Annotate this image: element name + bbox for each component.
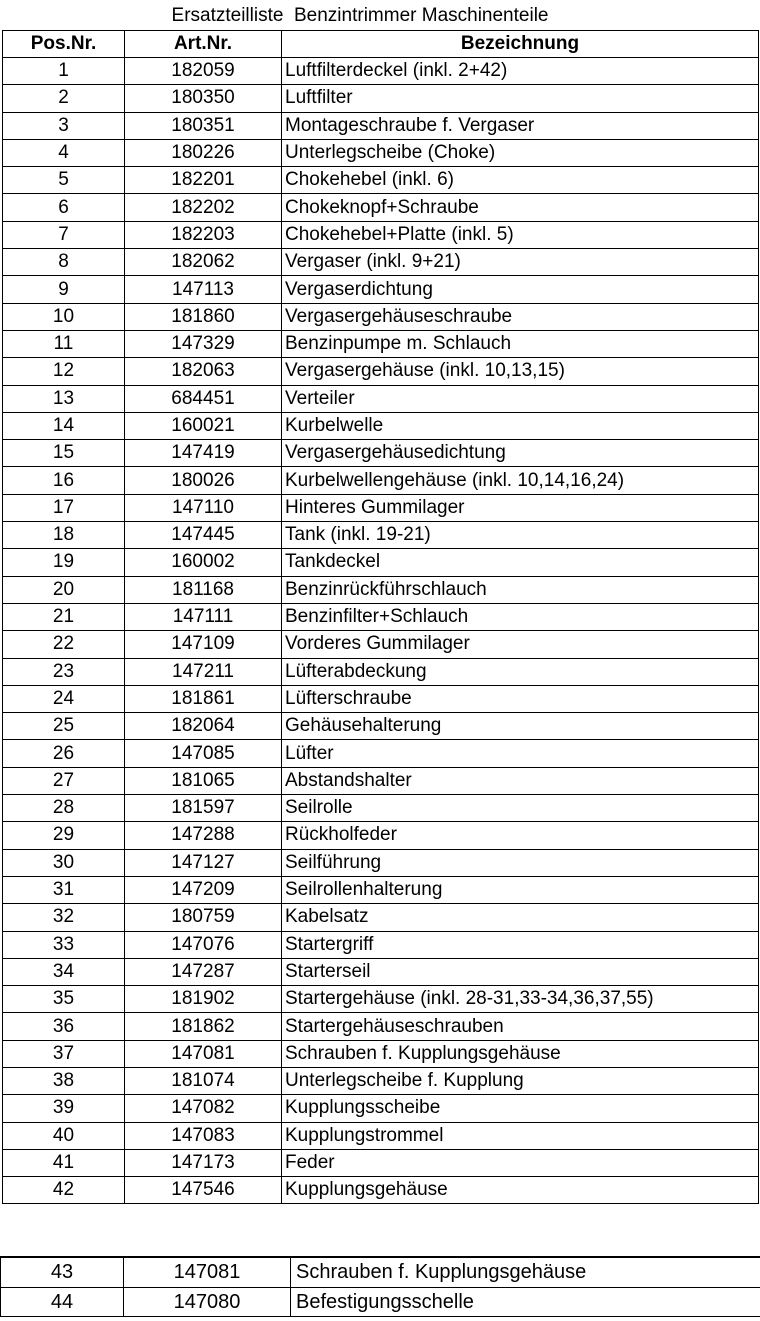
art-cell: 147211 [125, 658, 282, 685]
desc-cell: Benzinpumpe m. Schlauch [282, 330, 759, 357]
pos-cell: 40 [3, 1122, 125, 1149]
table-row [3, 221, 759, 248]
header-art: Art.Nr. [125, 31, 282, 58]
art-cell: 147076 [125, 931, 282, 958]
pos-cell: 39 [3, 1095, 125, 1122]
art-cell: 147081 [124, 1257, 291, 1287]
table-row [3, 1095, 759, 1122]
pos-cell: 9 [3, 276, 125, 303]
pos-cell: 25 [3, 713, 125, 740]
desc-cell: Hinteres Gummilager [282, 494, 759, 521]
art-cell: 181065 [125, 767, 282, 794]
pos-cell: 37 [3, 1040, 125, 1067]
table-row [3, 85, 759, 112]
pos-cell: 3 [3, 112, 125, 139]
art-cell: 181860 [125, 303, 282, 330]
desc-cell: Vergasergehäuse (inkl. 10,13,15) [282, 358, 759, 385]
pos-cell: 36 [3, 1013, 125, 1040]
desc-cell: Luftfilterdeckel (inkl. 2+42) [282, 58, 759, 85]
pos-cell: 32 [3, 904, 125, 931]
table-row [3, 467, 759, 494]
header-pos: Pos.Nr. [3, 31, 125, 58]
desc-cell: Seilrolle [282, 795, 759, 822]
table-row [3, 740, 759, 767]
table-row [3, 276, 759, 303]
art-cell: 182062 [125, 249, 282, 276]
art-cell: 147445 [125, 522, 282, 549]
art-cell: 147173 [125, 1149, 282, 1176]
table-row [3, 549, 759, 576]
pos-cell: 1 [3, 58, 125, 85]
table-row [3, 658, 759, 685]
art-cell: 147082 [125, 1095, 282, 1122]
art-cell: 147329 [125, 330, 282, 357]
pos-cell: 29 [3, 822, 125, 849]
pos-cell: 2 [3, 85, 125, 112]
pos-cell: 5 [3, 167, 125, 194]
pos-cell: 6 [3, 194, 125, 221]
desc-cell: Kurbelwellengehäuse (inkl. 10,14,16,24) [282, 467, 759, 494]
table-row [3, 931, 759, 958]
desc-cell: Lüfterschraube [282, 685, 759, 712]
art-cell: 182202 [125, 194, 282, 221]
desc-cell: Startergehäuse (inkl. 28-31,33-34,36,37,55) [282, 986, 759, 1013]
art-cell: 180026 [125, 467, 282, 494]
art-cell: 147080 [124, 1287, 291, 1317]
art-cell: 147113 [125, 276, 282, 303]
art-cell: 147111 [125, 603, 282, 630]
pos-cell: 28 [3, 795, 125, 822]
table-row [3, 303, 759, 330]
art-cell: 147083 [125, 1122, 282, 1149]
art-cell: 147288 [125, 822, 282, 849]
desc-cell: Benzinfilter+Schlauch [282, 603, 759, 630]
pos-cell: 15 [3, 440, 125, 467]
art-cell: 181074 [125, 1067, 282, 1094]
desc-cell: Starterseil [282, 958, 759, 985]
desc-cell: Befestigungsschelle [291, 1287, 760, 1317]
table-row [3, 876, 759, 903]
table-row [3, 631, 759, 658]
desc-cell: Startergriff [282, 931, 759, 958]
table-row [3, 330, 759, 357]
table-row [3, 440, 759, 467]
pos-cell: 33 [3, 931, 125, 958]
desc-cell: Vergasergehäusedichtung [282, 440, 759, 467]
desc-cell: Seilrollenhalterung [282, 876, 759, 903]
pos-cell: 18 [3, 522, 125, 549]
art-cell: 160021 [125, 412, 282, 439]
parts-table [2, 30, 759, 1204]
table-row [3, 958, 759, 985]
table-row [3, 603, 759, 630]
table-row [3, 1177, 759, 1204]
table-row [3, 822, 759, 849]
table-row [3, 412, 759, 439]
art-cell: 182059 [125, 58, 282, 85]
table-row [1, 1257, 760, 1287]
pos-cell: 23 [3, 658, 125, 685]
table-row [3, 385, 759, 412]
header-desc: Bezeichnung [282, 31, 759, 58]
pos-cell: 34 [3, 958, 125, 985]
pos-cell: 12 [3, 358, 125, 385]
desc-cell: Kurbelwelle [282, 412, 759, 439]
pos-cell: 21 [3, 603, 125, 630]
desc-cell: Vergasergehäuseschraube [282, 303, 759, 330]
art-cell: 147419 [125, 440, 282, 467]
art-cell: 180351 [125, 112, 282, 139]
pos-cell: 26 [3, 740, 125, 767]
art-cell: 180759 [125, 904, 282, 931]
table-row [3, 1013, 759, 1040]
desc-cell: Seilführung [282, 849, 759, 876]
art-cell: 180350 [125, 85, 282, 112]
pos-cell: 31 [3, 876, 125, 903]
desc-cell: Schrauben f. Kupplungsgehäuse [291, 1257, 760, 1287]
desc-cell: Chokehebel+Platte (inkl. 5) [282, 221, 759, 248]
desc-cell: Abstandshalter [282, 767, 759, 794]
art-cell: 181168 [125, 576, 282, 603]
art-cell: 684451 [125, 385, 282, 412]
pos-cell: 24 [3, 685, 125, 712]
desc-cell: Luftfilter [282, 85, 759, 112]
pos-cell: 20 [3, 576, 125, 603]
desc-cell: Vorderes Gummilager [282, 631, 759, 658]
desc-cell: Montageschraube f. Vergaser [282, 112, 759, 139]
table-row [3, 358, 759, 385]
table-row [3, 767, 759, 794]
art-cell: 147287 [125, 958, 282, 985]
art-cell: 147209 [125, 876, 282, 903]
pos-cell: 4 [3, 139, 125, 166]
table-row [3, 849, 759, 876]
table-row [3, 1149, 759, 1176]
art-cell: 182201 [125, 167, 282, 194]
pos-cell: 8 [3, 249, 125, 276]
desc-cell: Startergehäuseschrauben [282, 1013, 759, 1040]
desc-cell: Lüfter [282, 740, 759, 767]
desc-cell: Gehäusehalterung [282, 713, 759, 740]
desc-cell: Vergaser (inkl. 9+21) [282, 249, 759, 276]
table-row [3, 576, 759, 603]
desc-cell: Chokehebel (inkl. 6) [282, 167, 759, 194]
art-cell: 181902 [125, 986, 282, 1013]
table-row [3, 795, 759, 822]
art-cell: 181862 [125, 1013, 282, 1040]
table-row [3, 494, 759, 521]
pos-cell: 7 [3, 221, 125, 248]
table-row [3, 1040, 759, 1067]
art-cell: 147109 [125, 631, 282, 658]
pos-cell: 10 [3, 303, 125, 330]
pos-cell: 35 [3, 986, 125, 1013]
pos-cell: 22 [3, 631, 125, 658]
pos-cell: 27 [3, 767, 125, 794]
art-cell: 147085 [125, 740, 282, 767]
table-row [3, 685, 759, 712]
art-cell: 181597 [125, 795, 282, 822]
page-title: Ersatzteilliste Benzintrimmer Maschinenteile [171, 5, 549, 26]
art-cell: 182063 [125, 358, 282, 385]
table-row [3, 58, 759, 85]
desc-cell: Kupplungsscheibe [282, 1095, 759, 1122]
table-row [3, 986, 759, 1013]
pos-cell: 30 [3, 849, 125, 876]
art-cell: 182203 [125, 221, 282, 248]
desc-cell: Benzinrückführschlauch [282, 576, 759, 603]
pos-cell: 38 [3, 1067, 125, 1094]
table-row [3, 194, 759, 221]
art-cell: 181861 [125, 685, 282, 712]
pos-cell: 41 [3, 1149, 125, 1176]
table-row [1, 1287, 760, 1317]
desc-cell: Rückholfeder [282, 822, 759, 849]
pos-cell: 11 [3, 330, 125, 357]
table-row [3, 522, 759, 549]
header-row [3, 31, 759, 58]
pos-cell: 17 [3, 494, 125, 521]
extra-parts-table [0, 1256, 760, 1317]
desc-cell: Feder [282, 1149, 759, 1176]
desc-cell: Kupplungsgehäuse [282, 1177, 759, 1204]
pos-cell: 16 [3, 467, 125, 494]
desc-cell: Chokeknopf+Schraube [282, 194, 759, 221]
art-cell: 160002 [125, 549, 282, 576]
pos-cell: 13 [3, 385, 125, 412]
art-cell: 147546 [125, 1177, 282, 1204]
desc-cell: Schrauben f. Kupplungsgehäuse [282, 1040, 759, 1067]
art-cell: 182064 [125, 713, 282, 740]
pos-cell: 42 [3, 1177, 125, 1204]
table-row [3, 139, 759, 166]
art-cell: 147081 [125, 1040, 282, 1067]
table-row [3, 1067, 759, 1094]
desc-cell: Tankdeckel [282, 549, 759, 576]
pos-cell: 14 [3, 412, 125, 439]
pos-cell: 43 [1, 1257, 124, 1287]
table-row [3, 904, 759, 931]
table-row [3, 167, 759, 194]
desc-cell: Vergaserdichtung [282, 276, 759, 303]
table-row [3, 112, 759, 139]
desc-cell: Tank (inkl. 19-21) [282, 522, 759, 549]
desc-cell: Unterlegscheibe f. Kupplung [282, 1067, 759, 1094]
pos-cell: 19 [3, 549, 125, 576]
desc-cell: Verteiler [282, 385, 759, 412]
desc-cell: Unterlegscheibe (Choke) [282, 139, 759, 166]
desc-cell: Kupplungstrommel [282, 1122, 759, 1149]
table-row [3, 249, 759, 276]
desc-cell: Lüfterabdeckung [282, 658, 759, 685]
table-row [3, 1122, 759, 1149]
desc-cell: Kabelsatz [282, 904, 759, 931]
art-cell: 180226 [125, 139, 282, 166]
art-cell: 147127 [125, 849, 282, 876]
pos-cell: 44 [1, 1287, 124, 1317]
art-cell: 147110 [125, 494, 282, 521]
table-row [3, 713, 759, 740]
